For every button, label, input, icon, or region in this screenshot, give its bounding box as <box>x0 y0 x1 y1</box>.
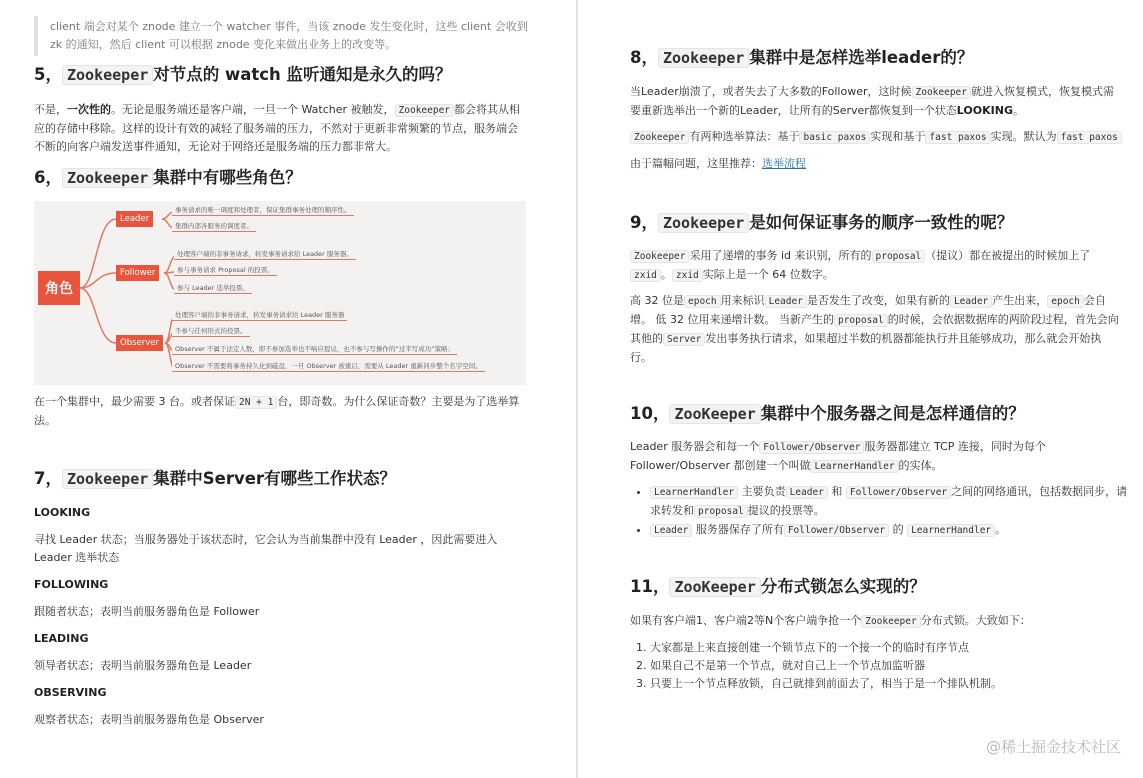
text: 。无论是服务端还是客户端，一旦一个 Watcher 被触发， <box>111 103 395 116</box>
inline-code: Leader <box>650 524 692 537</box>
text: 服务器都建立 TCP 连接，同时为每个Follower/Observer 都创建一个叫做 <box>630 440 1046 472</box>
text: 服务器保存了所有 <box>695 523 784 536</box>
heading-text: 集群中Server有哪些工作状态？ <box>153 469 397 488</box>
heading-number: 7， <box>34 469 62 488</box>
election-flow-link[interactable]: 选举流程 <box>762 157 806 170</box>
heading-q6 <box>34 166 302 190</box>
inline-code: Follower/Observer <box>784 524 889 537</box>
text: 用来标识 <box>720 294 765 307</box>
text: 和 <box>831 485 843 498</box>
mindmap-leaf: 参与 Leader 选举投票。 <box>174 283 252 294</box>
text: 由于篇幅问题，这里推荐： <box>630 157 762 170</box>
mindmap-leaf: Observer 不需要将事务持久化到磁盘，一旦 Observer 被重启，需要从 Leader 重新同步整个名字空间。 <box>172 361 485 372</box>
inline-code: Zookeeper <box>62 168 153 188</box>
mindmap-leaf: 处理客户端的非事务请求，转发事务请求给 Leader 服务器 <box>172 310 347 321</box>
heading-text: 分布式锁怎么实现的？ <box>760 577 926 596</box>
mindmap-leaf: 集群内部各服务的调度者。 <box>172 221 256 232</box>
strong-text: LOOKING <box>956 104 1013 117</box>
heading-number: 5， <box>34 65 62 84</box>
text: 高 32 位是 <box>630 294 684 307</box>
heading-q7 <box>34 467 396 491</box>
heading-text: 集群中是怎样选举leader的？ <box>749 48 974 67</box>
text: 实现和基于 <box>870 130 926 143</box>
heading-text: 对节点的 watch 监听通知是永久的吗？ <box>153 65 452 84</box>
inline-code: basic paxos <box>799 131 870 144</box>
paragraph-q6 <box>34 393 522 430</box>
inline-code: fast paxos <box>925 131 990 144</box>
inline-code: LearnerHandler <box>810 460 898 473</box>
state-name-observing: OBSERVING <box>34 686 107 699</box>
text: 。 <box>1012 104 1024 117</box>
inline-code: zxid <box>672 269 703 282</box>
text: 采用了递增的事务 id 来识别，所有的 <box>689 249 872 262</box>
text: 都会将其从相应的存储中移除。这样的设计有效的减轻了服务端的压力，不然对于更新非常频繁的节点，服务端会不断的向客户端发送事件通知，无论对于网络还是服务端的压力都非常大。 <box>34 103 521 153</box>
inline-code: Zookeeper <box>62 469 153 489</box>
inline-code: Zookeeper <box>861 615 920 628</box>
state-desc-following: 跟随者状态；表明当前服务器角色是 Follower <box>34 605 260 618</box>
inline-code: Leader <box>950 295 992 308</box>
text: 当Leader崩溃了，或者失去了大多数的Follower，这时候 <box>630 85 912 98</box>
paragraph-q10 <box>630 438 1110 476</box>
text: 产生出来， <box>992 294 1048 307</box>
text: 之间的网络通讯，包括数据同步，请求转发和 <box>650 485 1128 517</box>
text: 会自增。 低 32 位用来递增计数。 当新产生的 <box>630 294 1106 326</box>
inline-code: 2N + 1 <box>235 396 277 409</box>
strong-text: 一次性的 <box>67 103 111 116</box>
text: 的 <box>892 523 904 536</box>
heading-q10 <box>630 402 1025 426</box>
paragraph-q5 <box>34 101 522 156</box>
list-item <box>650 521 1128 540</box>
mindmap-leaf: Observer 不属于法定人数，即不参加选举也不响应提议，也不参与写操作的“过半写成功”策略； <box>172 344 457 355</box>
mindmap-leaf: 不参与任何形式的投票。 <box>172 326 250 337</box>
inline-code: epoch <box>1047 295 1084 308</box>
paragraph-q9-2 <box>630 292 1122 367</box>
state-name-leading: LEADING <box>34 632 89 645</box>
text: （提议）都在被提出的时候加上了 <box>925 249 1091 262</box>
inline-code: ZooKeeper <box>669 404 760 424</box>
mindmap-connectors <box>34 201 526 385</box>
mindmap-root: 角色 <box>38 271 80 305</box>
paragraph-q11 <box>630 612 1110 631</box>
watermark: @稀土掘金技术社区 <box>985 738 1121 756</box>
quote-text: client 端会对某个 znode 建立一个 watcher 事件，当该 znode 发生变化时，这些 client 会收到 zk 的通知，然后 client 可以根据 znode 变化来做出业务上的改变等。 <box>50 20 528 51</box>
text: 的实体。 <box>898 459 943 472</box>
text: 提议的投票等。 <box>747 504 825 517</box>
inline-code: Zookeeper <box>62 65 153 85</box>
inline-code: epoch <box>684 295 721 308</box>
inline-code: Zookeeper <box>658 48 749 68</box>
inline-code: Zookeeper <box>630 250 689 263</box>
mindmap-node-observer: Observer <box>116 335 163 351</box>
inline-code: proposal <box>872 250 926 263</box>
list-item: 1. 大家都是上来直接创建一个锁节点下的一个接一个的临时有序节点 <box>650 639 1120 657</box>
blockquote <box>34 16 530 56</box>
text: 是否发生了改变，如果有新的 <box>806 294 950 307</box>
text: 。 <box>660 268 672 281</box>
inline-code: Zookeeper <box>395 104 454 117</box>
paragraph-q9-1 <box>630 247 1122 285</box>
text: 有两种选举算法：基于 <box>689 130 800 143</box>
heading-q8 <box>630 46 973 70</box>
text: 在一个集群中，最少需要 3 台。或者保证 <box>34 395 235 408</box>
inline-code: proposal <box>834 314 888 327</box>
numbered-list-q11 <box>630 639 1120 693</box>
state-desc-looking: 寻找 Leader 状态；当服务器处于该状态时，它会认为当前集群中没有 Leader ，因此需要进入 Leader 选举状态 <box>34 533 498 564</box>
mindmap-leaf: 事务请求的唯一调度和处理者，保证集群事务处理的顺序性。 <box>172 205 354 216</box>
inline-code: zxid <box>630 269 661 282</box>
inline-code: Server <box>663 333 705 346</box>
mindmap-leaf: 处理客户端的非事务请求，转发事务请求给 Leader 服务器。 <box>174 249 356 260</box>
mindmap-node-leader: Leader <box>116 211 153 227</box>
list-item: 2. 如果自己不是第一个节点，就对自己上一个节点加监听器 <box>650 657 1120 675</box>
text: 如果有客户端1、客户端2等N个客户端争抢一个 <box>630 614 862 627</box>
inline-code: Leader <box>786 486 828 499</box>
text: 实现。默认为 <box>990 130 1057 143</box>
state-desc-observing: 观察者状态；表明当前服务器角色是 Observer <box>34 713 264 726</box>
text: 台，即奇数。为什么保证奇数？主要是为了选举算法。 <box>34 395 520 427</box>
paragraph-q8-2 <box>630 128 1130 147</box>
heading-number: 10， <box>630 404 670 423</box>
heading-text: 是如何保证事务的顺序一致性的呢？ <box>749 213 1014 232</box>
heading-text: 集群中个服务器之间是怎样通信的？ <box>760 404 1025 423</box>
heading-number: 11， <box>630 577 670 596</box>
text: 就进入恢复模式，恢复模式需要重新选举出一个新的Leader，让所有的Server都恢复到一个状态 <box>630 85 1114 117</box>
heading-text: 集群中有哪些角色？ <box>153 168 302 187</box>
roles-mindmap <box>34 201 526 385</box>
bullet-list-q10 <box>630 483 1128 540</box>
text: 不是， <box>34 103 67 116</box>
inline-code: Leader <box>765 295 807 308</box>
inline-code: Zookeeper <box>658 213 749 233</box>
text: 发出事务执行请求，如果超过半数的机器都能执行并且能够成功，那么就会开始执行。 <box>630 332 1102 364</box>
connector-leader <box>80 219 116 288</box>
text: Leader 服务器会和每一个 <box>630 440 760 453</box>
heading-q9 <box>630 211 1013 235</box>
inline-code: Follower/Observer <box>759 441 864 454</box>
list-item <box>650 483 1128 521</box>
text: 的时候，会依据数据库的两阶段过程，首先会向其他的 <box>630 313 1119 345</box>
right-page <box>578 0 1143 778</box>
text: 。 <box>995 523 1007 536</box>
inline-code: fast paxos <box>1057 131 1122 144</box>
state-name-looking: LOOKING <box>34 506 91 519</box>
inline-code: ZooKeeper <box>669 577 760 597</box>
heading-q5 <box>34 63 452 87</box>
mindmap-node-follower: Follower <box>116 265 159 281</box>
inline-code: LearnerHandler <box>650 486 738 499</box>
state-name-following: FOLLOWING <box>34 578 109 591</box>
inline-code: LearnerHandler <box>907 524 995 537</box>
text: 分布式锁。大致如下： <box>920 614 1031 627</box>
inline-code: proposal <box>694 505 748 518</box>
mindmap-leaf: 参与事务请求 Proposal 的投票。 <box>174 265 277 276</box>
list-item: 3. 只要上一个节点释放锁，自己就排到前面去了，相当于是一个排队机制。 <box>650 675 1120 693</box>
inline-code: Zookeeper <box>630 131 689 144</box>
inline-code: Follower/Observer <box>846 486 951 499</box>
heading-number: 9， <box>630 213 658 232</box>
inline-code: Zookeeper <box>912 86 971 99</box>
text: 主要负责 <box>741 485 786 498</box>
paragraph-q8-1 <box>630 83 1122 120</box>
heading-number: 8， <box>630 48 658 67</box>
connector-observer <box>80 288 116 343</box>
state-desc-leading: 领导者状态；表明当前服务器角色是 Leader <box>34 659 252 672</box>
paragraph-q8-3 <box>630 155 1122 173</box>
heading-number: 6， <box>34 168 62 187</box>
text: 实际上是一个 64 位数字。 <box>702 268 834 281</box>
heading-q11 <box>630 575 926 599</box>
